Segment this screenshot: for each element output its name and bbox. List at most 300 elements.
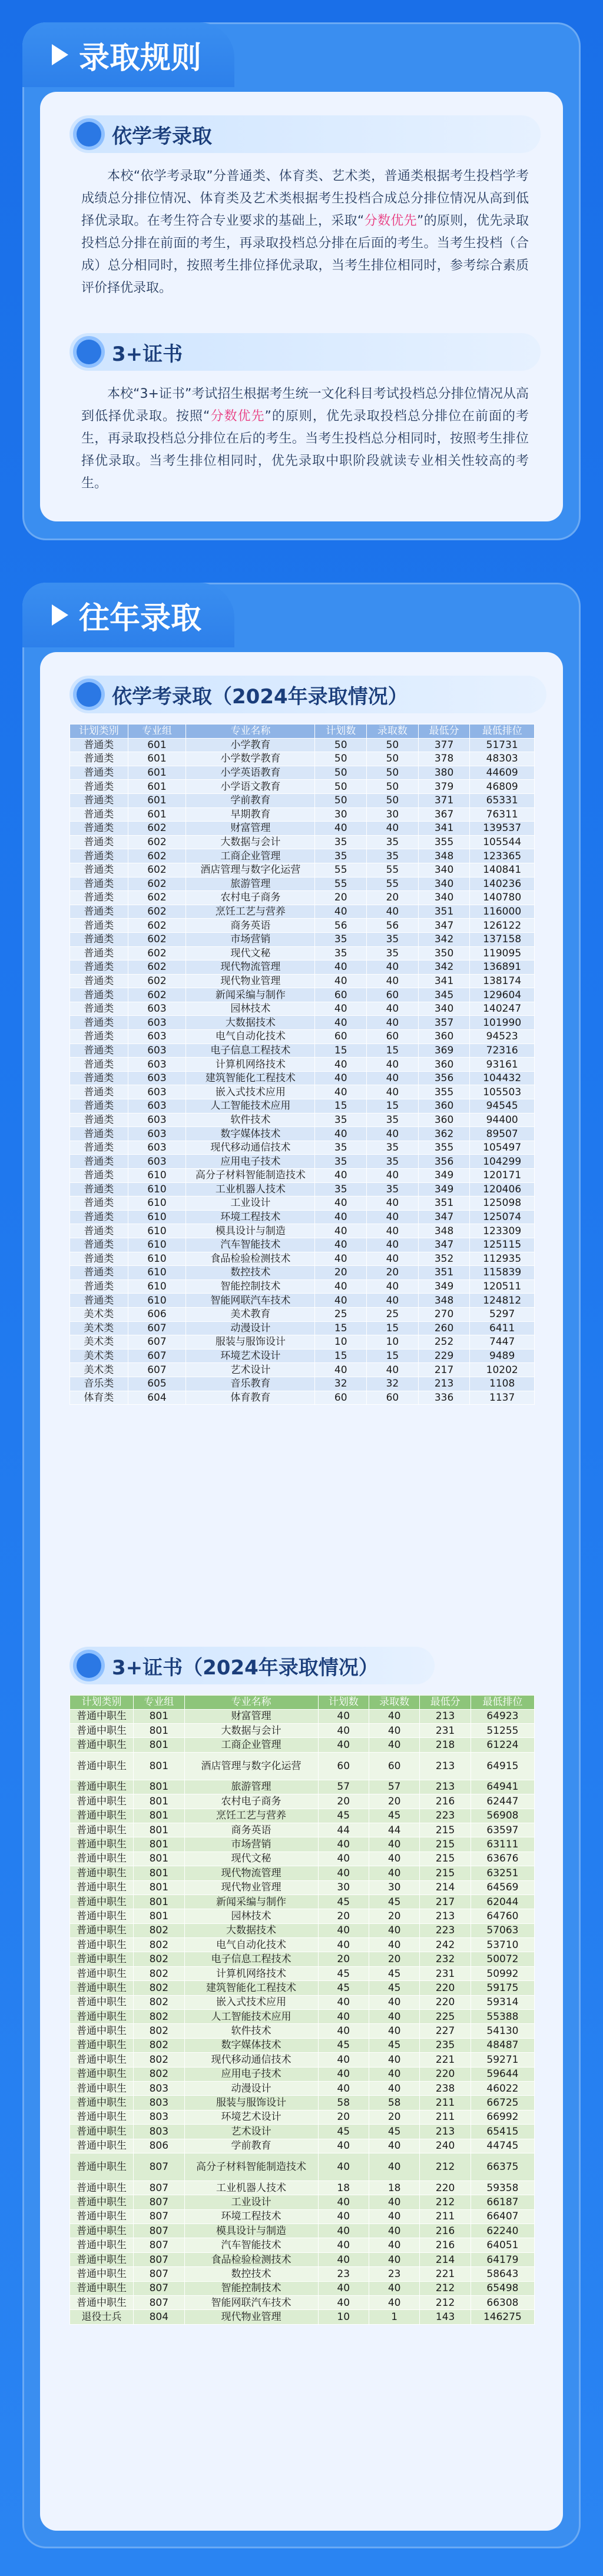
- table-row: [70, 807, 535, 822]
- table-cell: 801: [134, 1880, 184, 1894]
- table-row: [70, 863, 535, 877]
- table-cell: 建筑智能化工程技术: [184, 1981, 318, 1995]
- table-cell: 环境工程技术: [186, 1210, 315, 1224]
- table-cell: 40: [367, 1127, 419, 1141]
- column-header: 最低分: [418, 724, 470, 739]
- column-header: 专业组: [128, 724, 186, 739]
- table-cell: 40: [367, 1294, 419, 1308]
- table-cell: 40: [369, 1923, 419, 1937]
- table-cell: 15: [315, 1321, 367, 1335]
- table-cell: 63597: [471, 1823, 534, 1837]
- table-cell: 139537: [470, 822, 535, 836]
- table-cell: 336: [418, 1391, 470, 1405]
- play-arrow-icon: [52, 604, 68, 626]
- table-cell: 软件技术: [184, 2024, 318, 2038]
- table-cell: 46022: [471, 2081, 534, 2095]
- table-cell: 20: [369, 1952, 419, 1966]
- table-cell: 35: [315, 1113, 367, 1127]
- table-cell: 44745: [471, 2139, 534, 2153]
- table-cell: 220: [420, 2181, 471, 2195]
- table-cell: 223: [420, 1923, 471, 1937]
- table-cell: 40: [318, 2081, 369, 2095]
- table-cell: 40: [367, 905, 419, 919]
- table-cell: 60: [367, 1391, 419, 1405]
- table-cell: 807: [134, 2267, 184, 2281]
- table-cell: 807: [134, 2153, 184, 2181]
- table-cell: 10202: [470, 1363, 535, 1377]
- table-cell: 94523: [470, 1030, 535, 1044]
- table-cell: 15: [315, 1349, 367, 1363]
- table-cell: 140236: [470, 877, 535, 891]
- table-row: [70, 1002, 535, 1016]
- table-cell: 137158: [470, 932, 535, 946]
- table-cell: 1137: [470, 1391, 535, 1405]
- table-cell: 普通中职生: [70, 2038, 134, 2052]
- table-cell: 125115: [470, 1238, 535, 1252]
- table-cell: 数控技术: [184, 2267, 318, 2281]
- table-cell: 802: [134, 2067, 184, 2081]
- table-cell: 音乐类: [70, 1377, 128, 1391]
- table-row: [70, 1224, 535, 1238]
- table-cell: 40: [315, 1085, 367, 1099]
- table-cell: 802: [134, 2053, 184, 2067]
- table-cell: 351: [418, 1196, 470, 1211]
- table-row: [70, 849, 535, 863]
- table-cell: 607: [128, 1321, 186, 1335]
- table-cell: 普通中职生: [70, 2067, 134, 2081]
- table-cell: 807: [134, 2252, 184, 2266]
- column-header: 专业名称: [186, 724, 315, 739]
- table-cell: 应用电子技术: [186, 1155, 315, 1169]
- column-header: 专业组: [134, 1696, 184, 1710]
- table-cell: 23: [369, 2267, 419, 2281]
- table-cell: 智能网联汽车技术: [184, 2296, 318, 2310]
- table-cell: 59644: [471, 2067, 534, 2081]
- table-cell: 51731: [470, 738, 535, 752]
- table-cell: 现代文秘: [186, 946, 315, 960]
- table-cell: 112935: [470, 1252, 535, 1266]
- table-cell: 252: [418, 1335, 470, 1350]
- table-row: [70, 1279, 535, 1294]
- table-cell: 63111: [471, 1837, 534, 1852]
- table-cell: 财富管理: [186, 822, 315, 836]
- table-cell: 普通中职生: [70, 1966, 134, 1980]
- table-cell: 45: [369, 1966, 419, 1980]
- table-cell: 40: [315, 1169, 367, 1183]
- table-row: [70, 1141, 535, 1155]
- table-cell: 349: [418, 1279, 470, 1294]
- table-cell: 63251: [471, 1866, 534, 1880]
- table-cell: 44609: [470, 766, 535, 780]
- table-cell: 15: [315, 1043, 367, 1058]
- table-row: [70, 2010, 535, 2024]
- table-cell: 45: [369, 2038, 419, 2052]
- rules-paragraph: [81, 165, 529, 300]
- table-cell: 48303: [470, 752, 535, 766]
- table-cell: 35: [315, 1141, 367, 1155]
- table-cell: 355: [418, 1141, 470, 1155]
- table-cell: 357: [418, 1016, 470, 1030]
- table-cell: 213: [418, 1377, 470, 1391]
- table-cell: 119095: [470, 946, 535, 960]
- table-cell: 普通类: [70, 1238, 128, 1252]
- table-cell: 603: [128, 1016, 186, 1030]
- table-cell: 220: [420, 1981, 471, 1995]
- table-row: [70, 1794, 535, 1809]
- table-cell: 101990: [470, 1016, 535, 1030]
- table-cell: 60: [367, 988, 419, 1002]
- table-row: [70, 2096, 535, 2110]
- table-cell: 120511: [470, 1279, 535, 1294]
- table-row: [70, 960, 535, 975]
- table-cell: 40: [318, 1709, 369, 1723]
- table-cell: 803: [134, 2125, 184, 2139]
- table-cell: 215: [420, 1866, 471, 1880]
- table-cell: 普通中职生: [70, 2281, 134, 2295]
- table-cell: 普通类: [70, 1085, 128, 1099]
- table-cell: 数字媒体技术: [184, 2038, 318, 2052]
- table-cell: 普通中职生: [70, 1894, 134, 1909]
- table-row: [70, 2110, 535, 2124]
- table-cell: 现代物业管理: [184, 1880, 318, 1894]
- table-cell: 140841: [470, 863, 535, 877]
- table-cell: 45: [369, 1894, 419, 1909]
- table-cell: 模具设计与制造: [184, 2224, 318, 2238]
- table-row: [70, 2024, 535, 2038]
- table-cell: 40: [318, 1866, 369, 1880]
- table-cell: 801: [134, 1780, 184, 1794]
- table-cell: 602: [128, 974, 186, 988]
- table-cell: 55: [367, 877, 419, 891]
- table-cell: 40: [315, 1279, 367, 1294]
- table-cell: 音乐教育: [186, 1377, 315, 1391]
- table-cell: 40: [367, 1279, 419, 1294]
- table-cell: 普通类: [70, 780, 128, 794]
- table-cell: 801: [134, 1894, 184, 1909]
- table-cell: 退役士兵: [70, 2310, 134, 2324]
- table-cell: 工商企业管理: [186, 849, 315, 863]
- table-row: [70, 1866, 535, 1880]
- table-cell: 普通类: [70, 919, 128, 933]
- table-cell: 15: [315, 1099, 367, 1114]
- table-cell: 125074: [470, 1210, 535, 1224]
- table-cell: 60: [318, 1752, 369, 1780]
- table-cell: 216: [420, 2224, 471, 2238]
- table-cell: 803: [134, 2096, 184, 2110]
- table-cell: 普通中职生: [70, 2053, 134, 2067]
- table-row: [70, 1030, 535, 1044]
- table-cell: 40: [369, 2281, 419, 2295]
- table-cell: 213: [420, 1709, 471, 1723]
- table-cell: 45: [318, 2125, 369, 2139]
- table-row: [70, 1880, 535, 1894]
- table-row: [70, 1752, 535, 1780]
- table-cell: 普通类: [70, 1169, 128, 1183]
- table-cell: 369: [418, 1043, 470, 1058]
- table-cell: 普通中职生: [70, 2238, 134, 2252]
- table-row: [70, 2195, 535, 2209]
- table-cell: 64941: [471, 1780, 534, 1794]
- table-cell: 216: [420, 1794, 471, 1809]
- table-cell: 旅游管理: [186, 877, 315, 891]
- table-row: [70, 1809, 535, 1823]
- table-cell: 362: [418, 1127, 470, 1141]
- table-cell: 普通中职生: [70, 1823, 134, 1837]
- section-title: 录取规则: [79, 40, 202, 76]
- table-row: [70, 1155, 535, 1169]
- bullet-dot-icon: [77, 682, 101, 707]
- table-cell: 40: [315, 1363, 367, 1377]
- table-cell: 211: [420, 2209, 471, 2223]
- table-cell: 40: [369, 2153, 419, 2181]
- table-cell: 30: [315, 807, 367, 822]
- table-cell: 普通中职生: [70, 1837, 134, 1852]
- table-cell: 213: [420, 1752, 471, 1780]
- table-cell: 610: [128, 1210, 186, 1224]
- table-row: [70, 2281, 535, 2295]
- table-cell: 345: [418, 988, 470, 1002]
- table-row: [70, 822, 535, 836]
- table-cell: 美术类: [70, 1307, 128, 1321]
- table-cell: 美术类: [70, 1363, 128, 1377]
- table-cell: 602: [128, 822, 186, 836]
- table-cell: 807: [134, 2296, 184, 2310]
- table-row: [70, 2081, 535, 2095]
- table-cell: 218: [420, 1738, 471, 1752]
- table-cell: 园林技术: [184, 1909, 318, 1923]
- table-cell: 240: [420, 2139, 471, 2153]
- table-row: [70, 766, 535, 780]
- table-cell: 601: [128, 807, 186, 822]
- column-header: 计划数: [315, 724, 367, 739]
- table2-title: 3+证书（2024年录取情况）: [112, 1656, 379, 1680]
- table-cell: 356: [418, 1155, 470, 1169]
- table-cell: 普通中职生: [70, 1923, 134, 1937]
- table-cell: 40: [318, 2224, 369, 2238]
- table-row: [70, 1016, 535, 1030]
- table-row: [70, 877, 535, 891]
- table-row: [70, 2224, 535, 2238]
- table-cell: 普通类: [70, 877, 128, 891]
- table-cell: 45: [318, 1809, 369, 1823]
- table-cell: 213: [420, 2125, 471, 2139]
- table-cell: 40: [367, 1085, 419, 1099]
- table-cell: 普通类: [70, 1002, 128, 1016]
- admission-table-certificate: [69, 1695, 535, 2325]
- table-cell: 242: [420, 1938, 471, 1952]
- table-cell: 347: [418, 1238, 470, 1252]
- table-cell: 计算机网络技术: [186, 1058, 315, 1072]
- table-cell: 普通中职生: [70, 1952, 134, 1966]
- table-cell: 20: [367, 1266, 419, 1280]
- table-cell: 44: [369, 1823, 419, 1837]
- table-cell: 电子信息工程技术: [184, 1952, 318, 1966]
- paragraph-text: 本校“依学考录取”分普通类、体育类、艺术类，普通类根据考生投档学考成绩总分排位情况、体育类及艺术类根据考生投档合成总分排位情况从高到低择优录取。在考生符合专业要求的基础上，采取“: [81, 169, 529, 228]
- table-cell: 120406: [470, 1182, 535, 1196]
- table-row: [70, 1738, 535, 1752]
- table-cell: 120171: [470, 1169, 535, 1183]
- table-cell: 普通中职生: [70, 1709, 134, 1723]
- table-cell: 40: [367, 822, 419, 836]
- table-cell: 普通中职生: [70, 1866, 134, 1880]
- table-cell: 93161: [470, 1058, 535, 1072]
- table-cell: 807: [134, 2195, 184, 2209]
- table-cell: 普通中职生: [70, 2153, 134, 2181]
- table-cell: 601: [128, 780, 186, 794]
- table-cell: 602: [128, 835, 186, 849]
- table-cell: 602: [128, 863, 186, 877]
- table-cell: 电气自动化技术: [186, 1030, 315, 1044]
- table-cell: 62240: [471, 2224, 534, 2238]
- table-cell: 802: [134, 1966, 184, 1980]
- table-cell: 40: [318, 2281, 369, 2295]
- table-cell: 802: [134, 2010, 184, 2024]
- table-cell: 40: [315, 1210, 367, 1224]
- table-cell: 104432: [470, 1071, 535, 1085]
- paragraph-text: ”的原则，优先录取投档总分排在前面的考生，再录取投档总分排在后面的考生。当考生投档（合成）总分相同时，按照考生排位择优录取，当考生排位相同时，参考综合素质评价择优录取。: [81, 214, 529, 295]
- table-cell: 40: [367, 1002, 419, 1016]
- table-cell: 工业机器人技术: [186, 1182, 315, 1196]
- table-cell: 64179: [471, 2252, 534, 2266]
- table-cell: 602: [128, 919, 186, 933]
- table-cell: 35: [315, 946, 367, 960]
- table-cell: 50992: [471, 1966, 534, 1980]
- table-cell: 40: [315, 822, 367, 836]
- table-cell: 66308: [471, 2296, 534, 2310]
- table-cell: 普通中职生: [70, 1780, 134, 1794]
- table-cell: 348: [418, 1224, 470, 1238]
- rules-paragraph: [81, 383, 529, 495]
- table-cell: 211: [420, 2110, 471, 2124]
- table-cell: 40: [367, 974, 419, 988]
- table-cell: 50: [315, 780, 367, 794]
- table-row: [70, 1071, 535, 1085]
- table-cell: 801: [134, 1852, 184, 1866]
- table-cell: 603: [128, 1099, 186, 1114]
- table-cell: 602: [128, 877, 186, 891]
- table-cell: 32: [367, 1377, 419, 1391]
- table-cell: 15: [367, 1099, 419, 1114]
- column-header: 计划类别: [70, 1696, 134, 1710]
- table-cell: 223: [420, 1809, 471, 1823]
- table-cell: 普通中职生: [70, 2081, 134, 2095]
- table-cell: 7447: [470, 1335, 535, 1350]
- table-cell: 801: [134, 1909, 184, 1923]
- table-cell: 现代物业管理: [186, 974, 315, 988]
- table-cell: 66725: [471, 2096, 534, 2110]
- table-cell: 普通中职生: [70, 2267, 134, 2281]
- table-cell: 607: [128, 1335, 186, 1350]
- table-cell: 10: [318, 2310, 369, 2324]
- table-row: [70, 1252, 535, 1266]
- table-cell: 软件技术: [186, 1113, 315, 1127]
- highlight-text: 分数优先: [210, 409, 265, 424]
- table-cell: 348: [418, 849, 470, 863]
- table-cell: 45: [318, 2038, 369, 2052]
- table-cell: 35: [367, 932, 419, 946]
- table-cell: 40: [315, 1016, 367, 1030]
- table-cell: 普通中职生: [70, 2010, 134, 2024]
- table-cell: 40: [367, 1363, 419, 1377]
- table-cell: 212: [420, 2296, 471, 2310]
- subsection-header: [69, 115, 541, 153]
- table-cell: 115839: [470, 1266, 535, 1280]
- table-row: [70, 1938, 535, 1952]
- table-cell: 美术教育: [186, 1307, 315, 1321]
- table-cell: 40: [369, 2010, 419, 2024]
- table-cell: 60: [315, 988, 367, 1002]
- table-cell: 217: [420, 1894, 471, 1909]
- table-row: [70, 919, 535, 933]
- table-row: [70, 1085, 535, 1099]
- table-cell: 341: [418, 822, 470, 836]
- table-cell: 15: [367, 1321, 419, 1335]
- table-row: [70, 2252, 535, 2266]
- table-row: [70, 905, 535, 919]
- table-cell: 大数据技术: [186, 1016, 315, 1030]
- table-cell: 服装与服饰设计: [186, 1335, 315, 1350]
- table-cell: 610: [128, 1182, 186, 1196]
- table-cell: 5297: [470, 1307, 535, 1321]
- table1-title: 依学考录取（2024年录取情况）: [112, 684, 408, 709]
- table-cell: 普通中职生: [70, 2296, 134, 2310]
- table-cell: 216: [420, 2238, 471, 2252]
- table-cell: 40: [369, 2195, 419, 2209]
- table-cell: 小学英语教育: [186, 766, 315, 780]
- table-cell: 46809: [470, 780, 535, 794]
- table-cell: 工业机器人技术: [184, 2181, 318, 2195]
- table-cell: 普通类: [70, 1016, 128, 1030]
- table-cell: 40: [369, 1723, 419, 1737]
- table-cell: 50: [367, 752, 419, 766]
- table-cell: 普通类: [70, 1182, 128, 1196]
- table-cell: 40: [369, 2296, 419, 2310]
- table-cell: 213: [420, 1909, 471, 1923]
- table-cell: 小学语文教育: [186, 780, 315, 794]
- table-cell: 普通中职生: [70, 2024, 134, 2038]
- table-cell: 44: [318, 1823, 369, 1837]
- table-cell: 602: [128, 905, 186, 919]
- table-cell: 212: [420, 2153, 471, 2181]
- table-cell: 605: [128, 1377, 186, 1391]
- table-cell: 40: [369, 1995, 419, 2009]
- table-cell: 40: [369, 2139, 419, 2153]
- table-cell: 40: [369, 1938, 419, 1952]
- table-cell: 55: [367, 863, 419, 877]
- table-cell: 40: [318, 2238, 369, 2252]
- table-cell: 普通类: [70, 1058, 128, 1072]
- table-cell: 610: [128, 1169, 186, 1183]
- table-cell: 53710: [471, 1938, 534, 1952]
- table-cell: 123365: [470, 849, 535, 863]
- table-cell: 60: [367, 1030, 419, 1044]
- table-cell: 电气自动化技术: [184, 1938, 318, 1952]
- table-cell: 51255: [471, 1723, 534, 1737]
- table-cell: 610: [128, 1224, 186, 1238]
- table-cell: 酒店管理与数字化运营: [186, 863, 315, 877]
- table-cell: 340: [418, 891, 470, 905]
- table-cell: 105503: [470, 1085, 535, 1099]
- table-row: [70, 1837, 535, 1852]
- table-cell: 40: [369, 2252, 419, 2266]
- table-cell: 342: [418, 932, 470, 946]
- table-cell: 普通类: [70, 822, 128, 836]
- table-cell: 40: [369, 2024, 419, 2038]
- subsection-header: [69, 333, 541, 371]
- table-cell: 349: [418, 1169, 470, 1183]
- table-cell: 嵌入式技术应用: [186, 1085, 315, 1099]
- table-cell: 220: [420, 1995, 471, 2009]
